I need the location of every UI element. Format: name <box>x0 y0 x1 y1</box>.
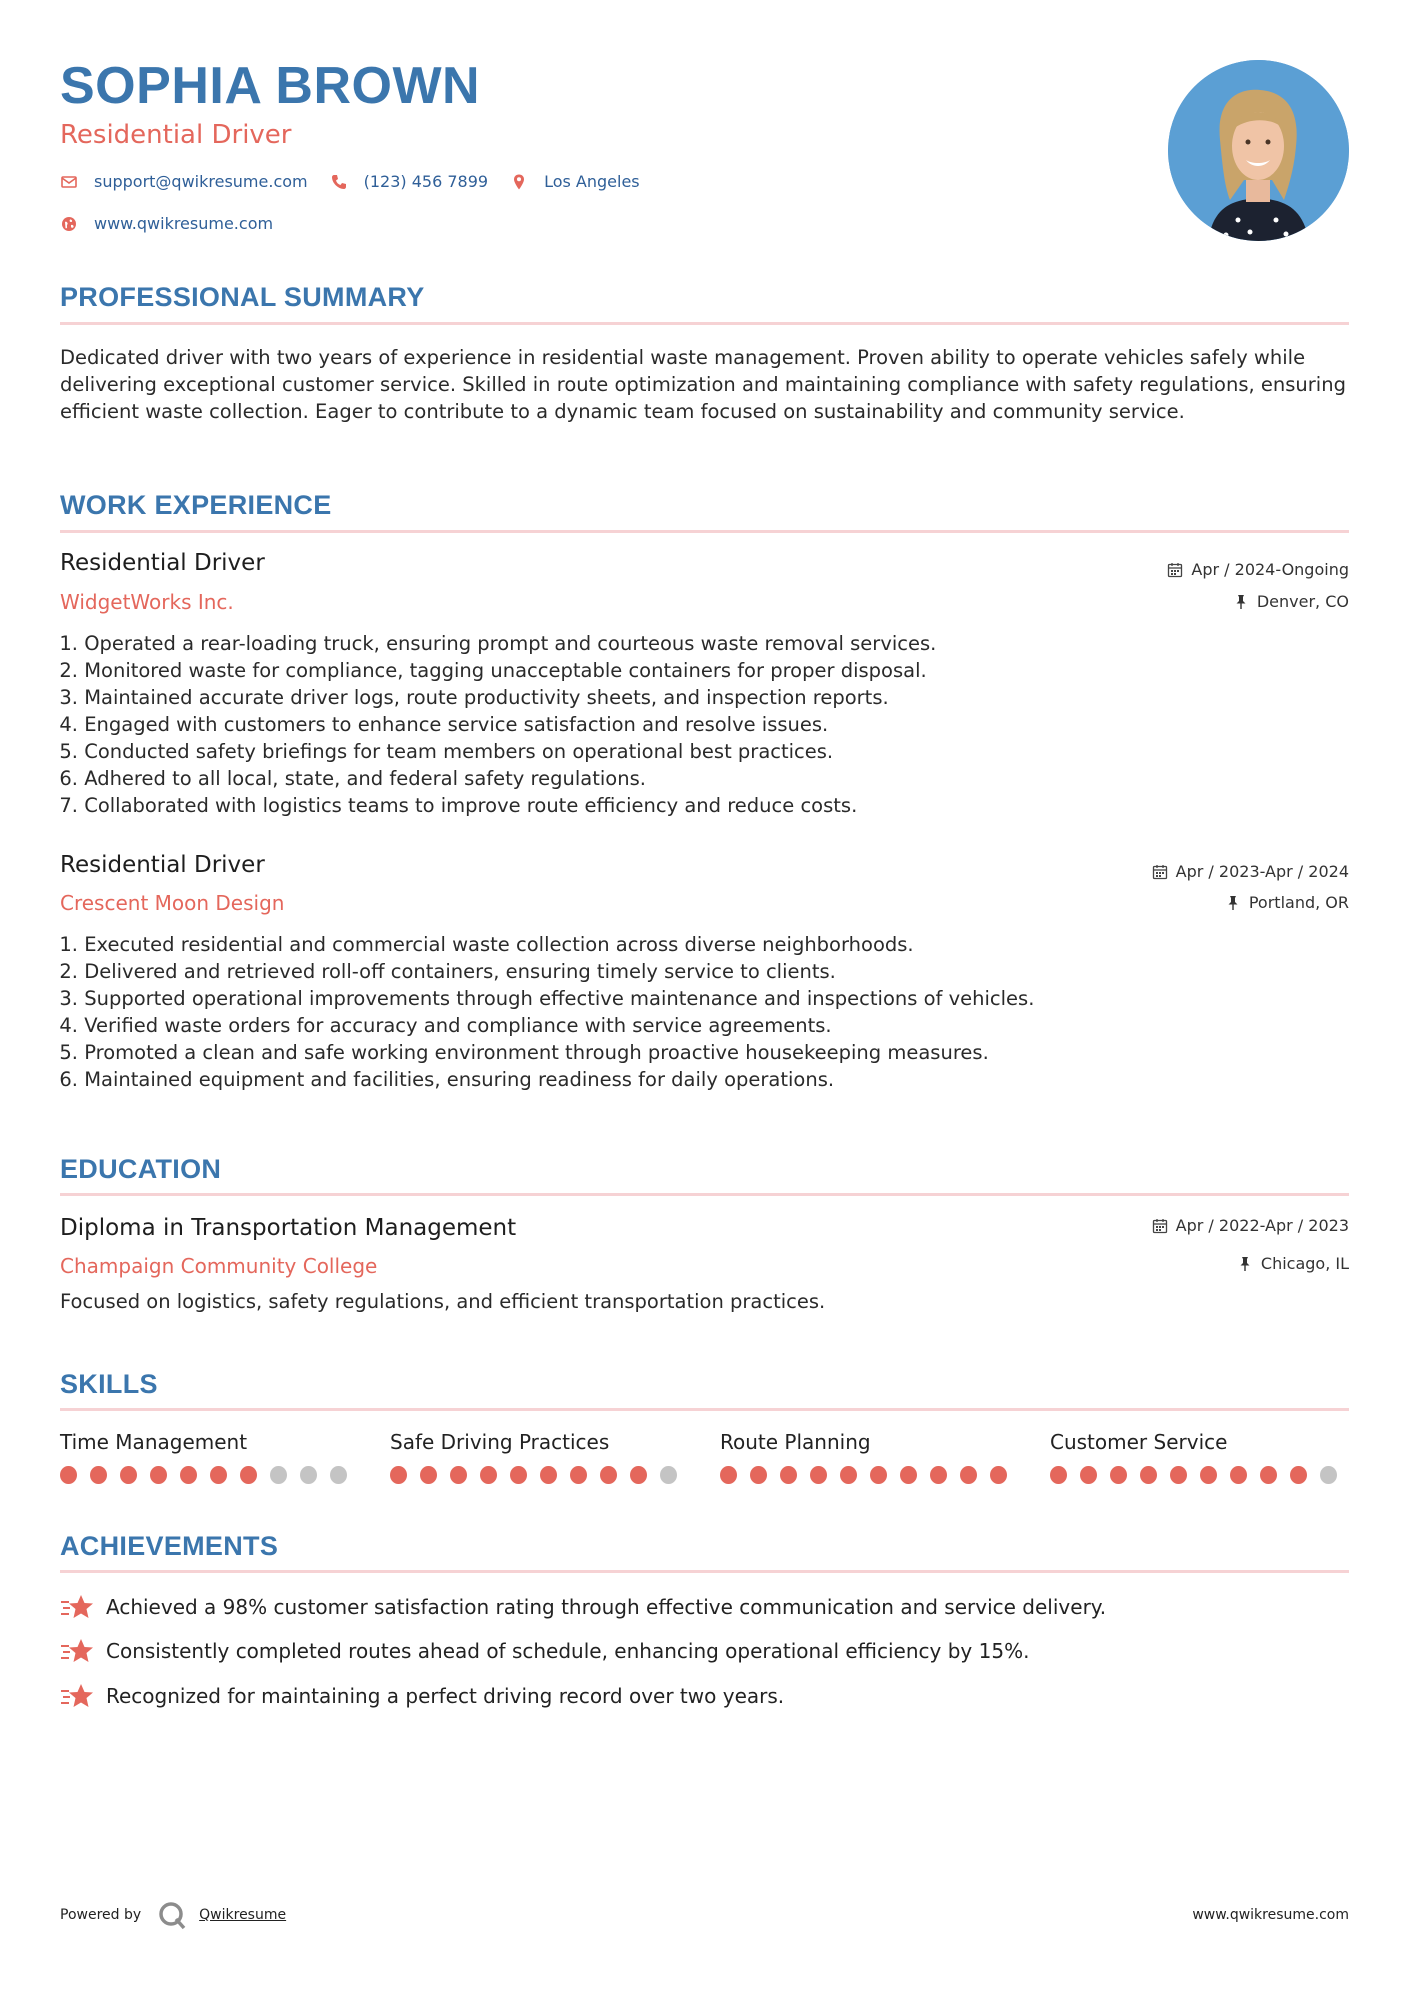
skill-dot-filled <box>540 1466 557 1484</box>
skill-dot-filled <box>1290 1466 1307 1484</box>
degree-title: Diploma in Transportation Management <box>60 1215 517 1241</box>
section-divider <box>60 322 1349 325</box>
contact-row <box>60 172 662 191</box>
job-title: Residential Driver <box>60 852 265 878</box>
education-location-text: Chicago, IL <box>1260 1254 1349 1273</box>
star-icon <box>60 1636 94 1666</box>
phone-icon <box>330 173 348 191</box>
education-description: Focused on logistics, safety regulations, and efficient transportation practices. <box>60 1290 826 1313</box>
skill-dot-filled <box>390 1466 407 1484</box>
skills-heading: SKILLS <box>60 1369 158 1399</box>
education-location <box>1237 1254 1349 1273</box>
list-item: 1. Executed residential and commercial waste collection across diverse neighborhoods. <box>59 933 914 956</box>
summary-heading: PROFESSIONAL SUMMARY <box>60 282 425 312</box>
achievement-text: Consistently completed routes ahead of schedule, enhancing operational efficiency by 15%. <box>106 1639 1030 1663</box>
skill-name: Time Management <box>60 1430 248 1454</box>
profile-photo-illustration <box>1168 60 1349 241</box>
skill-item <box>390 1430 690 1484</box>
experience-heading: WORK EXPERIENCE <box>60 490 332 520</box>
skill-dot-empty <box>660 1466 677 1484</box>
map-pin-icon <box>510 173 528 191</box>
powered-by-text: Powered by <box>60 1907 142 1923</box>
achievements-heading: ACHIEVEMENTS <box>60 1531 279 1561</box>
bullet-text: Collaborated with logistics teams to improve route efficiency and reduce costs. <box>84 794 858 817</box>
bullet-text: Maintained accurate driver logs, route productivity sheets, and inspection reports. <box>84 686 889 709</box>
bullet-text: Promoted a clean and safe working environment through proactive housekeeping measures. <box>84 1041 989 1064</box>
skill-dot-filled <box>630 1466 647 1484</box>
website-contact[interactable] <box>60 214 273 233</box>
skill-dot-filled <box>90 1466 107 1484</box>
achievement-item <box>60 1681 784 1711</box>
list-item: 6. Adhered to all local, state, and federal safety regulations. <box>59 767 646 790</box>
skill-dot-filled <box>780 1466 797 1484</box>
job-dates <box>1167 560 1349 579</box>
bullet-text: Executed residential and commercial waste collection across diverse neighborhoods. <box>84 933 914 956</box>
list-item: 2. Delivered and retrieved roll-off containers, ensuring timely service to clients. <box>59 960 836 983</box>
education-dates <box>1152 1216 1349 1235</box>
skill-dot-filled <box>210 1466 227 1484</box>
skill-dot-filled <box>450 1466 467 1484</box>
skill-item <box>60 1430 360 1484</box>
skill-rating <box>390 1466 690 1484</box>
list-item: 7. Collaborated with logistics teams to improve route efficiency and reduce costs. <box>59 794 858 817</box>
skill-dot-filled <box>810 1466 827 1484</box>
profile-photo <box>1168 60 1349 241</box>
skill-dot-filled <box>990 1466 1007 1484</box>
summary-text: Dedicated driver with two years of experience in residential waste management. Proven ability to operate vehicles safely while delivering exceptional customer service. Skilled in route optimization and maintaining compliance with safety regulations, ensuring efficient waste collection. Eager to contribute to a dynamic team focused on sustainability and community service. <box>60 346 1346 423</box>
bullet-text: Conducted safety briefings for team members on operational best practices. <box>84 740 834 763</box>
skill-dot-filled <box>510 1466 527 1484</box>
section-divider <box>60 1408 1349 1411</box>
skill-dot-filled <box>930 1466 947 1484</box>
calendar-icon <box>1167 562 1183 578</box>
skill-item <box>1050 1430 1350 1484</box>
qwikresume-logo <box>157 1900 187 1930</box>
skill-dot-filled <box>180 1466 197 1484</box>
list-item: 3. Supported operational improvements through effective maintenance and inspections of vehicles. <box>59 987 1035 1010</box>
bullet-text: Engaged with customers to enhance service satisfaction and resolve issues. <box>84 713 829 736</box>
skill-dot-filled <box>420 1466 437 1484</box>
footer-website[interactable]: www.qwikresume.com <box>1192 1907 1349 1923</box>
list-item: 2. Monitored waste for compliance, tagging unacceptable containers for proper disposal. <box>59 659 927 682</box>
website-text: www.qwikresume.com <box>94 214 274 233</box>
company-name: WidgetWorks Inc. <box>60 590 234 614</box>
list-item: 1. Operated a rear-loading truck, ensuring prompt and courteous waste removal services. <box>59 632 937 655</box>
list-item: 3. Maintained accurate driver logs, route productivity sheets, and inspection reports. <box>59 686 889 709</box>
skill-dot-filled <box>1200 1466 1217 1484</box>
calendar-icon <box>1152 864 1168 880</box>
section-divider <box>60 530 1349 533</box>
bullet-text: Verified waste orders for accuracy and compliance with service agreements. <box>84 1014 832 1037</box>
job-title: Residential Driver <box>60 550 265 576</box>
phone-text: (123) 456 7899 <box>363 172 489 191</box>
skill-dot-filled <box>1230 1466 1247 1484</box>
education-heading: EDUCATION <box>60 1154 222 1184</box>
skill-dot-filled <box>1260 1466 1277 1484</box>
school-name: Champaign Community College <box>60 1254 378 1278</box>
skill-dot-filled <box>1140 1466 1157 1484</box>
email-text: support@qwikresume.com <box>94 172 308 191</box>
star-icon <box>60 1592 94 1622</box>
phone-contact[interactable] <box>330 172 488 191</box>
achievement-item <box>60 1636 1029 1666</box>
skill-dot-filled <box>750 1466 767 1484</box>
globe-icon <box>60 215 78 233</box>
bullet-text: Delivered and retrieved roll-off containers, ensuring timely service to clients. <box>84 960 836 983</box>
job-bullets <box>52 630 1342 819</box>
pushpin-icon <box>1233 594 1249 610</box>
skill-rating <box>60 1466 360 1484</box>
job-location <box>1225 893 1349 912</box>
skill-dot-filled <box>120 1466 137 1484</box>
skill-dot-filled <box>960 1466 977 1484</box>
section-divider <box>60 1570 1349 1573</box>
star-icon <box>60 1681 94 1711</box>
skill-dot-filled <box>720 1466 737 1484</box>
website-row <box>60 214 295 233</box>
skill-rating <box>720 1466 1020 1484</box>
achievement-item <box>60 1592 1106 1622</box>
footer-powered-by <box>60 1900 286 1930</box>
candidate-name: SOPHIA BROWN <box>60 57 481 115</box>
education-dates-text: Apr / 2022-Apr / 2023 <box>1175 1216 1349 1235</box>
skill-dot-filled <box>240 1466 257 1484</box>
skill-dot-empty <box>270 1466 287 1484</box>
skill-dot-filled <box>1080 1466 1097 1484</box>
job-location-text: Denver, CO <box>1256 592 1349 611</box>
skill-item <box>720 1430 1020 1484</box>
list-item: 5. Conducted safety briefings for team members on operational best practices. <box>59 740 834 763</box>
skill-rating <box>1050 1466 1350 1484</box>
qwikresume-link[interactable]: Qwikresume <box>199 1907 287 1923</box>
bullet-text: Monitored waste for compliance, tagging unacceptable containers for proper disposal. <box>84 659 927 682</box>
list-item: 5. Promoted a clean and safe working environment through proactive housekeeping measures. <box>59 1041 989 1064</box>
list-item: 6. Maintained equipment and facilities, ensuring readiness for daily operations. <box>59 1068 835 1091</box>
job-location <box>1233 592 1349 611</box>
calendar-icon <box>1152 1218 1168 1234</box>
candidate-role: Residential Driver <box>60 120 292 150</box>
envelope-icon <box>60 173 78 191</box>
skill-name: Safe Driving Practices <box>390 1430 610 1454</box>
job-dates-text: Apr / 2024-Ongoing <box>1191 560 1349 579</box>
skill-dot-empty <box>330 1466 347 1484</box>
list-item: 4. Engaged with customers to enhance service satisfaction and resolve issues. <box>59 713 829 736</box>
list-item: 4. Verified waste orders for accuracy and compliance with service agreements. <box>59 1014 832 1037</box>
skill-dot-filled <box>1050 1466 1067 1484</box>
skill-dot-filled <box>150 1466 167 1484</box>
achievement-text: Recognized for maintaining a perfect driving record over two years. <box>106 1684 785 1708</box>
bullet-text: Maintained equipment and facilities, ensuring readiness for daily operations. <box>84 1068 835 1091</box>
bullet-text: Operated a rear-loading truck, ensuring prompt and courteous waste removal services. <box>84 632 937 655</box>
skill-dot-filled <box>900 1466 917 1484</box>
skill-dot-empty <box>300 1466 317 1484</box>
skill-dot-filled <box>480 1466 497 1484</box>
skill-dot-filled <box>60 1466 77 1484</box>
job-location-text: Portland, OR <box>1248 893 1349 912</box>
job-bullets <box>52 931 1342 1093</box>
bullet-text: Supported operational improvements through effective maintenance and inspections of vehicles. <box>84 987 1035 1010</box>
skill-dot-filled <box>600 1466 617 1484</box>
pushpin-icon <box>1225 895 1241 911</box>
job-dates <box>1152 862 1349 881</box>
skill-dot-filled <box>870 1466 887 1484</box>
location-text: Los Angeles <box>544 172 640 191</box>
bullet-text: Adhered to all local, state, and federal safety regulations. <box>84 767 646 790</box>
section-divider <box>60 1193 1349 1196</box>
location-contact <box>510 172 640 191</box>
company-name: Crescent Moon Design <box>60 891 285 915</box>
email-contact[interactable] <box>60 172 308 191</box>
skill-name: Route Planning <box>720 1430 871 1454</box>
achievement-text: Achieved a 98% customer satisfaction rating through effective communication and service delivery. <box>106 1595 1107 1619</box>
skill-dot-empty <box>1320 1466 1337 1484</box>
pushpin-icon <box>1237 1256 1253 1272</box>
skill-dot-filled <box>840 1466 857 1484</box>
job-dates-text: Apr / 2023-Apr / 2024 <box>1175 862 1349 881</box>
skill-dot-filled <box>1170 1466 1187 1484</box>
skill-dot-filled <box>1110 1466 1127 1484</box>
skill-dot-filled <box>570 1466 587 1484</box>
skill-name: Customer Service <box>1050 1430 1228 1454</box>
